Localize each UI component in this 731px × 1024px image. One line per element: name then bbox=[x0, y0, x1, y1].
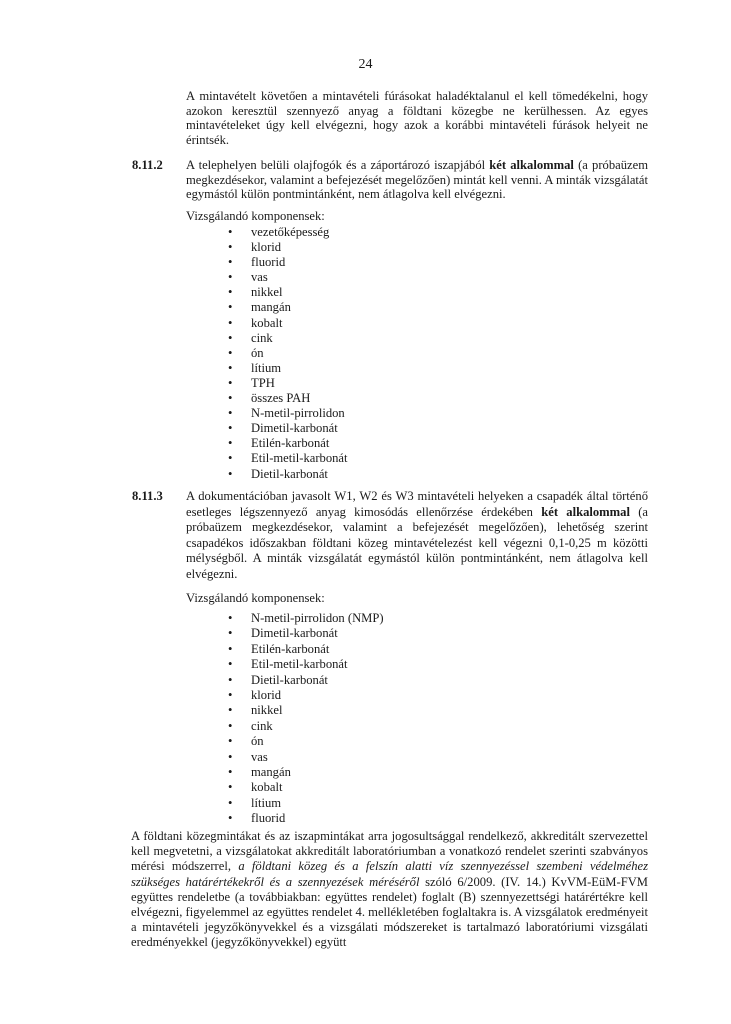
component-item: • N-metil-pirrolidon bbox=[228, 406, 348, 421]
component-item: • ón bbox=[228, 734, 384, 749]
page-number: 24 bbox=[358, 57, 373, 72]
component-item: • fluorid bbox=[228, 255, 348, 270]
component-item: • cink bbox=[228, 719, 384, 734]
component-item: • cink bbox=[228, 331, 348, 346]
component-item: • kobalt bbox=[228, 780, 384, 795]
component-item: • Dietil-karbonát bbox=[228, 673, 384, 688]
component-item: • mangán bbox=[228, 300, 348, 315]
component-item: • klorid bbox=[228, 688, 384, 703]
section-number-8-11-2: 8.11.2 bbox=[132, 158, 163, 172]
final-italic-title: a földtani közeg és a felszín alatti víz szennyezéssel szembeni védelméhez szükséges határértékekről és a szennyezések méréséről bbox=[131, 859, 648, 889]
section-8-11-2-bold: két alkalommal bbox=[489, 158, 574, 172]
component-item: • fluorid bbox=[228, 811, 384, 826]
final-text-start: A földtani közegmintákat és az iszapmintákat arra jogosultsággal rendelkező, akkreditált szervezettel kell megvetetni, a vizsgálatokat akkreditált laboratóriumban a vonatkozó rendelet szerinti szabványos mérési módszerrel, bbox=[131, 829, 648, 874]
component-item: • Etilén-karbonát bbox=[228, 436, 348, 451]
component-item: • lítium bbox=[228, 796, 384, 811]
final-paragraph bbox=[131, 829, 648, 951]
components-label-1: Vizsgálandó komponensek: bbox=[186, 209, 325, 223]
component-item: • Etilén-karbonát bbox=[228, 642, 384, 657]
section-8-11-2-text-start: A telephelyen belüli olajfogók és a záportározó iszapjából bbox=[186, 158, 490, 172]
components-list-1 bbox=[228, 225, 348, 482]
final-text-end: szóló 6/2009. (IV. 14.) KvVM-EüM-FVM együttes rendeletbe (a továbbiakban: együttes rendelet) foglalt (B) szennyezettségi határértékre kell elvégezni, figyelemmel az együttes rendelet 4. mellékletében foglaltakra is. A vizsgálatok eredményeit a mintavételi jegyzőkönyvekkel és a vizsgálati módszereket is tartalmazó laboratóriumi vizsgálati eredményekkel (jegyzőkönyvekkel) együtt bbox=[131, 874, 648, 950]
components-list-2 bbox=[228, 611, 384, 826]
component-item: • klorid bbox=[228, 240, 348, 255]
component-item: • mangán bbox=[228, 765, 384, 780]
section-8-11-2-paragraph bbox=[186, 158, 648, 202]
section-8-11-3-text-start: A dokumentációban javasolt W1, W2 és W3 mintavételi helyeken a csapadék által történő esetleges légszennyező anyag kimosódás ellenőrzése érdekében bbox=[186, 489, 648, 519]
component-item: • összes PAH bbox=[228, 391, 348, 406]
component-item: • ón bbox=[228, 346, 348, 361]
section-8-11-3-bold: két alkalommal bbox=[541, 504, 630, 519]
component-item: • kobalt bbox=[228, 316, 348, 331]
component-item: • Dimetil-karbonát bbox=[228, 421, 348, 436]
component-item: • TPH bbox=[228, 376, 348, 391]
intro-paragraph: A mintavételt követően a mintavételi fúrásokat haladéktalanul el kell tömedékelni, hogy azokon keresztül szennyező anyag a földtani közegbe ne kerülhessen. Az egyes mintavételeket úgy kell elvégezni, hogy azok a korábbi mintavételi fúrások helyeit ne érintsék. bbox=[186, 89, 648, 147]
component-item: • N-metil-pirrolidon (NMP) bbox=[228, 611, 384, 626]
component-item: • lítium bbox=[228, 361, 348, 376]
section-8-11-2-text-end: (a próbaüzem megkezdésekor, valamint a befejezését megelőzően) mintát kell venni. A minták vizsgálatát egymástól külön pontmintánként, nem átlagolva kell elvégezni. bbox=[186, 158, 648, 202]
section-8-11-3-text-end: (a próbaüzem megkezdésekor, valamint a befejezését megelőzően), lehetőség szerint csapadékos időszakban földtani közeg mintavételezést kell végezni 0,1-0,25 m közötti mélységből. A minták vizsgálatát egymástól külön pontmintánként, nem átlagolva kell elvégezni. bbox=[186, 504, 649, 581]
component-item: • Dimetil-karbonát bbox=[228, 626, 384, 641]
component-item: • vezetőképesség bbox=[228, 225, 348, 240]
components-label-2: Vizsgálandó komponensek: bbox=[186, 591, 325, 605]
component-item: • Etil-metil-karbonát bbox=[228, 451, 348, 466]
component-item: • nikkel bbox=[228, 703, 384, 718]
component-item: • vas bbox=[228, 270, 348, 285]
component-item: • nikkel bbox=[228, 285, 348, 300]
section-8-11-3-paragraph bbox=[186, 489, 648, 583]
section-number-8-11-3: 8.11.3 bbox=[132, 489, 163, 503]
component-item: • Dietil-karbonát bbox=[228, 467, 348, 482]
component-item: • vas bbox=[228, 750, 384, 765]
component-item: • Etil-metil-karbonát bbox=[228, 657, 384, 672]
